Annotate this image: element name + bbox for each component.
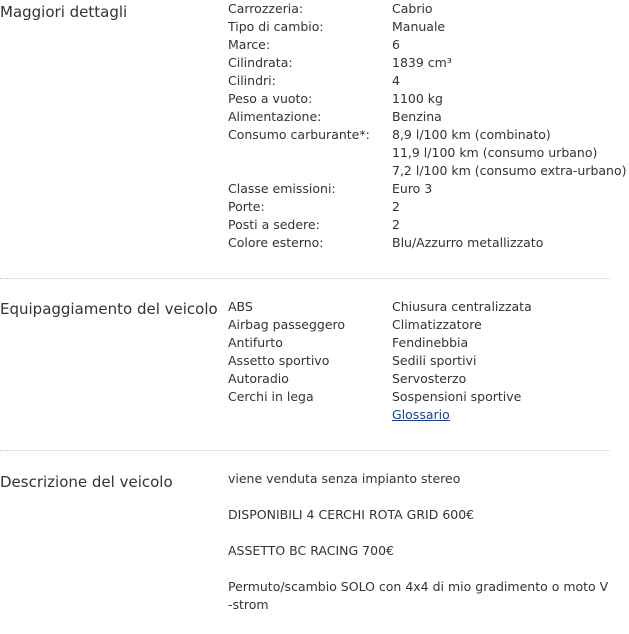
detail-value-weight: 1100 kg — [392, 91, 443, 106]
detail-label-doors: Porte: — [228, 199, 265, 214]
detail-label-bodywork: Carrozzeria: — [228, 1, 304, 16]
detail-value-gears: 6 — [392, 37, 400, 52]
detail-value-cylinders: 4 — [392, 73, 400, 88]
equipment-item: Cerchi in lega — [228, 389, 314, 404]
detail-value-consumption-combined: 8,9 l/100 km (combinato) — [392, 127, 551, 142]
detail-label-seats: Posti a sedere: — [228, 217, 320, 232]
detail-value-consumption-extraurban: 7,2 l/100 km (consumo extra-urbano) — [392, 163, 627, 178]
detail-value-gearbox: Manuale — [392, 19, 446, 34]
detail-label-emissions: Classe emissioni: — [228, 181, 336, 196]
section-divider — [0, 450, 610, 451]
equipment-item: Sedili sportivi — [392, 353, 477, 368]
detail-value-emissions: Euro 3 — [392, 181, 433, 196]
details-title: Maggiori dettagli — [0, 3, 128, 21]
equipment-item: Servosterzo — [392, 371, 467, 386]
description-line: viene venduta senza impianto stereo — [228, 471, 461, 486]
detail-label-gears: Marce: — [228, 37, 271, 52]
equipment-item: Sospensioni sportive — [392, 389, 522, 404]
equipment-item: ABS — [228, 299, 253, 314]
detail-value-color: Blu/Azzurro metallizzato — [392, 235, 544, 250]
description-line: Permuto/scambio SOLO con 4x4 di mio gradimento o moto V — [228, 579, 609, 594]
equipment-item: Climatizzatore — [392, 317, 482, 332]
equipment-item: Airbag passeggero — [228, 317, 346, 332]
detail-label-displacement: Cilindrata: — [228, 55, 293, 70]
description-title: Descrizione del veicolo — [0, 473, 173, 491]
equipment-title: Equipaggiamento del veicolo — [0, 300, 218, 318]
detail-value-bodywork: Cabrio — [392, 1, 433, 16]
equipment-item: Chiusura centralizzata — [392, 299, 532, 314]
glossary-link[interactable]: Glossario — [392, 407, 450, 422]
detail-value-consumption-urban: 11,9 l/100 km (consumo urbano) — [392, 145, 598, 160]
equipment-item: Assetto sportivo — [228, 353, 330, 368]
detail-label-weight: Peso a vuoto: — [228, 91, 313, 106]
section-divider — [0, 278, 610, 279]
detail-value-fuel: Benzina — [392, 109, 442, 124]
equipment-item: Autoradio — [228, 371, 289, 386]
detail-label-consumption: Consumo carburante*: — [228, 127, 370, 142]
description-line: -strom — [228, 597, 269, 612]
detail-label-cylinders: Cilindri: — [228, 73, 276, 88]
detail-value-seats: 2 — [392, 217, 400, 232]
detail-label-fuel: Alimentazione: — [228, 109, 322, 124]
glossary-link-wrapper — [392, 406, 450, 424]
detail-value-doors: 2 — [392, 199, 400, 214]
equipment-item: Antifurto — [228, 335, 283, 350]
detail-label-color: Colore esterno: — [228, 235, 324, 250]
equipment-item: Fendinebbia — [392, 335, 469, 350]
description-line: DISPONIBILI 4 CERCHI ROTA GRID 600€ — [228, 507, 475, 522]
detail-label-gearbox: Tipo di cambio: — [228, 19, 324, 34]
detail-value-displacement: 1839 cm³ — [392, 55, 452, 70]
description-line: ASSETTO BC RACING 700€ — [228, 543, 394, 558]
